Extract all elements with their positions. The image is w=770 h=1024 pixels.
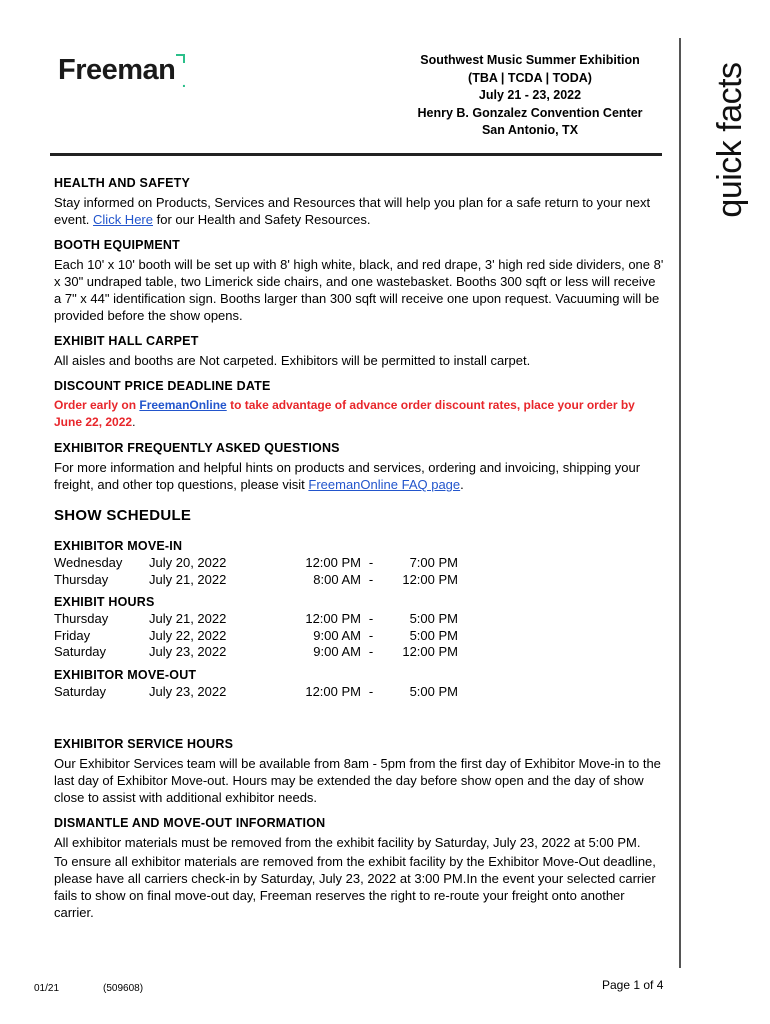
service-hours-text: Our Exhibitor Services team will be available from 8am - 5pm from the first day of Exhibitor Move-in to the last day of Exhibitor Move-out. Hours may be extended the day before show open and the day of show close to assist with additional exhibitor needs. [54, 756, 661, 805]
footer-doc-id: (509608) [103, 983, 144, 994]
carpet-text: All aisles and booths are Not carpeted. Exhibitors will be permitted to install carpet. [54, 353, 531, 368]
table-row: Thursday July 21, 2022 12:00 PM - 5:00 PM [54, 611, 458, 626]
faq-heading: EXHIBITOR FREQUENTLY ASKED QUESTIONS [54, 441, 340, 455]
footer-date-code: 01/21 [34, 983, 60, 994]
faq-text: For more information and helpful hints on products and services, ordering and invoicing, shipping your freight, and other top questions, please visit FreemanOnline FAQ page. [54, 460, 641, 492]
freemanonline-link[interactable]: FreemanOnline [139, 398, 227, 412]
page-number: Page 1 of 4 [602, 978, 664, 992]
carpet-heading: EXHIBIT HALL CARPET [54, 334, 199, 348]
table-row: Friday July 22, 2022 9:00 AM - 5:00 PM [54, 627, 458, 643]
event-dates: July 21 - 23, 2022 [478, 88, 582, 102]
vertical-divider [679, 38, 681, 968]
logo-dot: . [182, 74, 186, 90]
table-row: Saturday July 23, 2022 12:00 PM - 5:00 PM [54, 683, 458, 699]
dismantle-text-2: To ensure all exhibitor materials are removed from the exhibit facility by the Exhibitor Move-Out deadline, please have all carriers check-in by Saturday, July 23, 2022 at 3:00 PM.In the event your selected carrier fails to show on final move-out day, Freeman reserves the right to re-route your freight onto another carrier. [54, 854, 656, 920]
event-associations: (TBA | TCDA | TODA) [468, 70, 592, 85]
discount-heading: DISCOUNT PRICE DEADLINE DATE [54, 379, 271, 393]
dismantle-text-1: All exhibitor materials must be removed from the exhibit facility by Saturday, July 23, 2022 at 5:00 PM. [54, 835, 641, 850]
freeman-logo: Freeman [58, 54, 176, 86]
table-row: Wednesday July 20, 2022 12:00 PM - 7:00 PM [54, 555, 458, 570]
discount-text: Order early on FreemanOnline to take advantage of advance order discount rates, place your order by June 22, 2022. [54, 398, 635, 429]
show-schedule-heading: SHOW SCHEDULE [54, 507, 192, 524]
table-row: Saturday July 23, 2022 9:00 AM - 12:00 PM [54, 644, 458, 659]
health-heading: HEALTH AND SAFETY [54, 176, 191, 190]
move-in-table [54, 555, 458, 588]
move-out-table [54, 684, 458, 701]
quick-facts-title: quick facts [711, 62, 749, 218]
faq-page-link[interactable]: FreemanOnline FAQ page [308, 477, 461, 492]
booth-heading: BOOTH EQUIPMENT [54, 238, 180, 252]
event-venue: Henry B. Gonzalez Convention Center [417, 105, 643, 120]
health-click-here-link[interactable]: Click Here [93, 212, 153, 227]
exhibit-hours-heading: EXHIBIT HOURS [54, 595, 155, 609]
health-text: Stay informed on Products, Services and Resources that will help you plan for a safe return to your next event. Click Here for our Health and Safety Resources. [54, 195, 651, 227]
event-info [380, 52, 680, 140]
exhibit-hours-table [54, 611, 458, 661]
service-hours-heading: EXHIBITOR SERVICE HOURS [54, 737, 234, 751]
event-city: San Antonio, TX [481, 123, 579, 137]
header-divider [50, 153, 662, 156]
event-name: Southwest Music Summer Exhibition [420, 53, 640, 67]
move-out-heading: EXHIBITOR MOVE-OUT [54, 667, 197, 682]
move-in-heading: EXHIBITOR MOVE-IN [54, 539, 183, 553]
booth-text: Each 10' x 10' booth will be set up with 8' high white, black, and red drape, 3' high red side dividers, one 8' x 30" undraped table, two Limerick side chairs, and one wastebasket. Booths 300 sqft or less will receive a 7" x 44" identification sign. Booths larger than 300 sqft will receive one upon request. Vacuuming will be provided before the show opens. [54, 257, 664, 323]
document-body [54, 175, 664, 921]
table-row: Thursday July 21, 2022 8:00 AM - 12:00 PM [54, 571, 458, 587]
dismantle-heading: DISMANTLE AND MOVE-OUT INFORMATION [54, 816, 326, 830]
logo-corner-mark [176, 54, 185, 63]
